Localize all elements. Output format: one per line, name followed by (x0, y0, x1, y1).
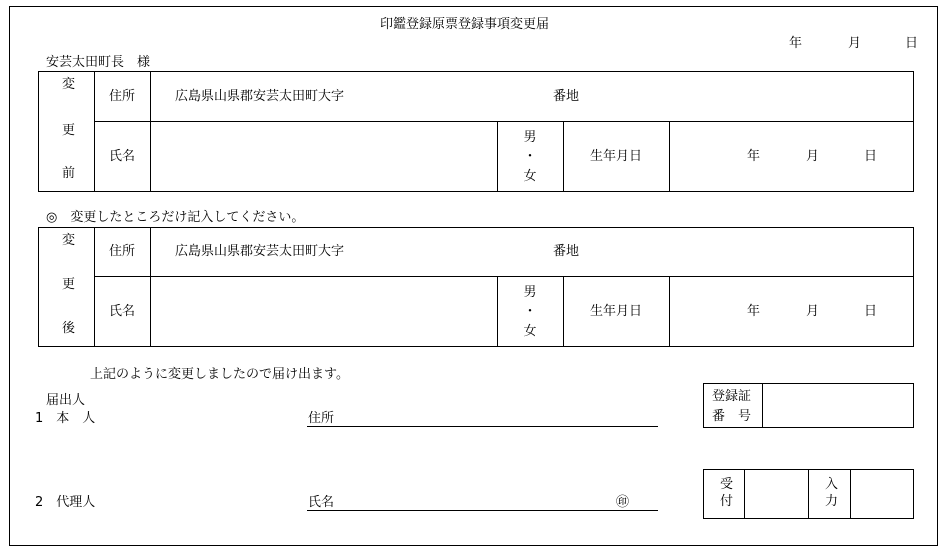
applicant-option-self: 1 本 人 (35, 411, 96, 426)
after-birth-month: 月 (806, 304, 820, 319)
divider (94, 276, 914, 277)
divider (850, 469, 851, 519)
divider (762, 383, 763, 428)
declaration-text: 上記のように変更しましたので届け出ます。 (90, 367, 349, 382)
after-address-label: 住所 (109, 244, 136, 259)
applicant-name-label: 氏名 (308, 495, 335, 510)
after-birth-day: 日 (864, 304, 878, 319)
before-side-label: 更 (62, 123, 76, 138)
before-address-prefix: 広島県山県郡安芸太田町大字 (175, 89, 345, 104)
before-sex-separator: ・ (523, 149, 537, 164)
after-sex-female: 女 (523, 324, 537, 339)
before-birth-day: 日 (864, 149, 878, 164)
before-sex-female: 女 (523, 169, 537, 184)
received-label: 付 (720, 494, 734, 509)
input-label: 入 (825, 477, 839, 492)
date-month-label: 月 (848, 36, 862, 51)
after-sex-separator: ・ (523, 304, 537, 319)
after-address-prefix: 広島県山県郡安芸太田町大字 (175, 244, 345, 259)
reg-cert-label: 番 号 (712, 409, 752, 424)
date-day-label: 日 (905, 36, 919, 51)
divider (150, 227, 151, 347)
after-name-label: 氏名 (109, 304, 136, 319)
before-side-label: 変 (62, 77, 76, 92)
reg-cert-label: 登録証 (712, 389, 752, 404)
instruction-note: ◎ 変更したところだけ記入してください。 (46, 210, 305, 225)
before-birth-month: 月 (806, 149, 820, 164)
after-side-label: 後 (62, 321, 76, 336)
divider (669, 121, 670, 192)
after-side-label: 更 (62, 277, 76, 292)
before-birth-year: 年 (747, 149, 761, 164)
before-address-label: 住所 (109, 89, 136, 104)
divider (669, 276, 670, 347)
after-birth-label: 生年月日 (589, 304, 642, 319)
divider (744, 469, 745, 519)
seal-mark: ㊞ (616, 495, 630, 510)
before-name-label: 氏名 (109, 149, 136, 164)
before-side-label: 前 (62, 166, 76, 181)
divider (150, 71, 151, 192)
after-banchi: 番地 (553, 244, 580, 259)
before-birth-label: 生年月日 (589, 149, 642, 164)
received-label: 受 (720, 477, 734, 492)
applicant-option-agent: 2 代理人 (35, 495, 96, 510)
form-title: 印鑑登録原票登録事項変更届 (380, 17, 550, 32)
divider (808, 469, 809, 519)
applicant-heading: 届出人 (46, 393, 86, 408)
applicant-address-label: 住所 (308, 411, 335, 426)
date-year-label: 年 (789, 36, 803, 51)
before-sex-male: 男 (523, 130, 537, 145)
divider (94, 121, 914, 122)
applicant-name-line[interactable] (307, 510, 658, 511)
divider (94, 71, 95, 192)
divider (94, 227, 95, 347)
after-table (38, 227, 914, 347)
after-side-label: 変 (62, 233, 76, 248)
after-birth-year: 年 (747, 304, 761, 319)
after-sex-male: 男 (523, 285, 537, 300)
applicant-address-line[interactable] (307, 426, 658, 427)
input-label: 力 (825, 494, 839, 509)
before-banchi: 番地 (553, 89, 580, 104)
before-table (38, 71, 914, 192)
addressee: 安芸太田町長 様 (46, 55, 151, 70)
